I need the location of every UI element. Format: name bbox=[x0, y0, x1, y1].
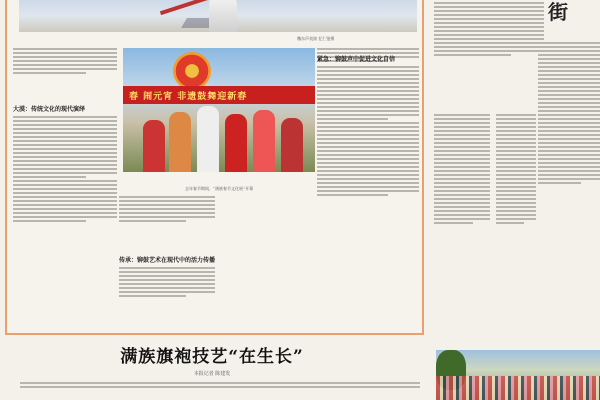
festival-photo bbox=[123, 48, 315, 172]
feature-article-frame bbox=[5, 0, 424, 335]
right-column-text bbox=[496, 112, 536, 342]
top-photo bbox=[19, 0, 417, 32]
next-article-byline: 本报记者 陈建发 bbox=[193, 371, 231, 377]
crowd-shape bbox=[436, 376, 600, 400]
right-column-text bbox=[434, 112, 490, 342]
body-text-block bbox=[13, 46, 117, 102]
top-photo-caption: 魏东声表演 忆仁鉴摄 bbox=[297, 36, 335, 41]
subhead-confidence: 紧急：铆鼓声中促进文化自信 bbox=[317, 56, 396, 63]
right-column-text bbox=[434, 0, 544, 110]
body-text-block bbox=[119, 194, 215, 252]
subhead-inheritance: 传承：铆鼓艺术在现代中的活力传播 bbox=[119, 257, 216, 264]
crowd-photo bbox=[436, 350, 600, 400]
next-article-text bbox=[20, 380, 420, 400]
festival-photo-caption: 去年春节期间，“满族春节文化展”开幕 bbox=[185, 186, 254, 191]
body-text-block bbox=[13, 114, 117, 328]
next-article-headline: 满族旗袍技艺“在生长” bbox=[120, 347, 304, 367]
performer-figure bbox=[209, 0, 237, 32]
right-column-heading: 街 bbox=[548, 0, 568, 24]
red-fan-shape bbox=[173, 52, 211, 90]
body-text-block bbox=[119, 265, 215, 329]
body-text-block bbox=[317, 64, 419, 328]
festival-banner: 春 闹元宵 非遗鼓舞迎新春 bbox=[123, 86, 315, 104]
subhead-tradition: 大漠：传统文化的现代演绎 bbox=[13, 106, 86, 113]
right-column-text bbox=[538, 40, 600, 342]
